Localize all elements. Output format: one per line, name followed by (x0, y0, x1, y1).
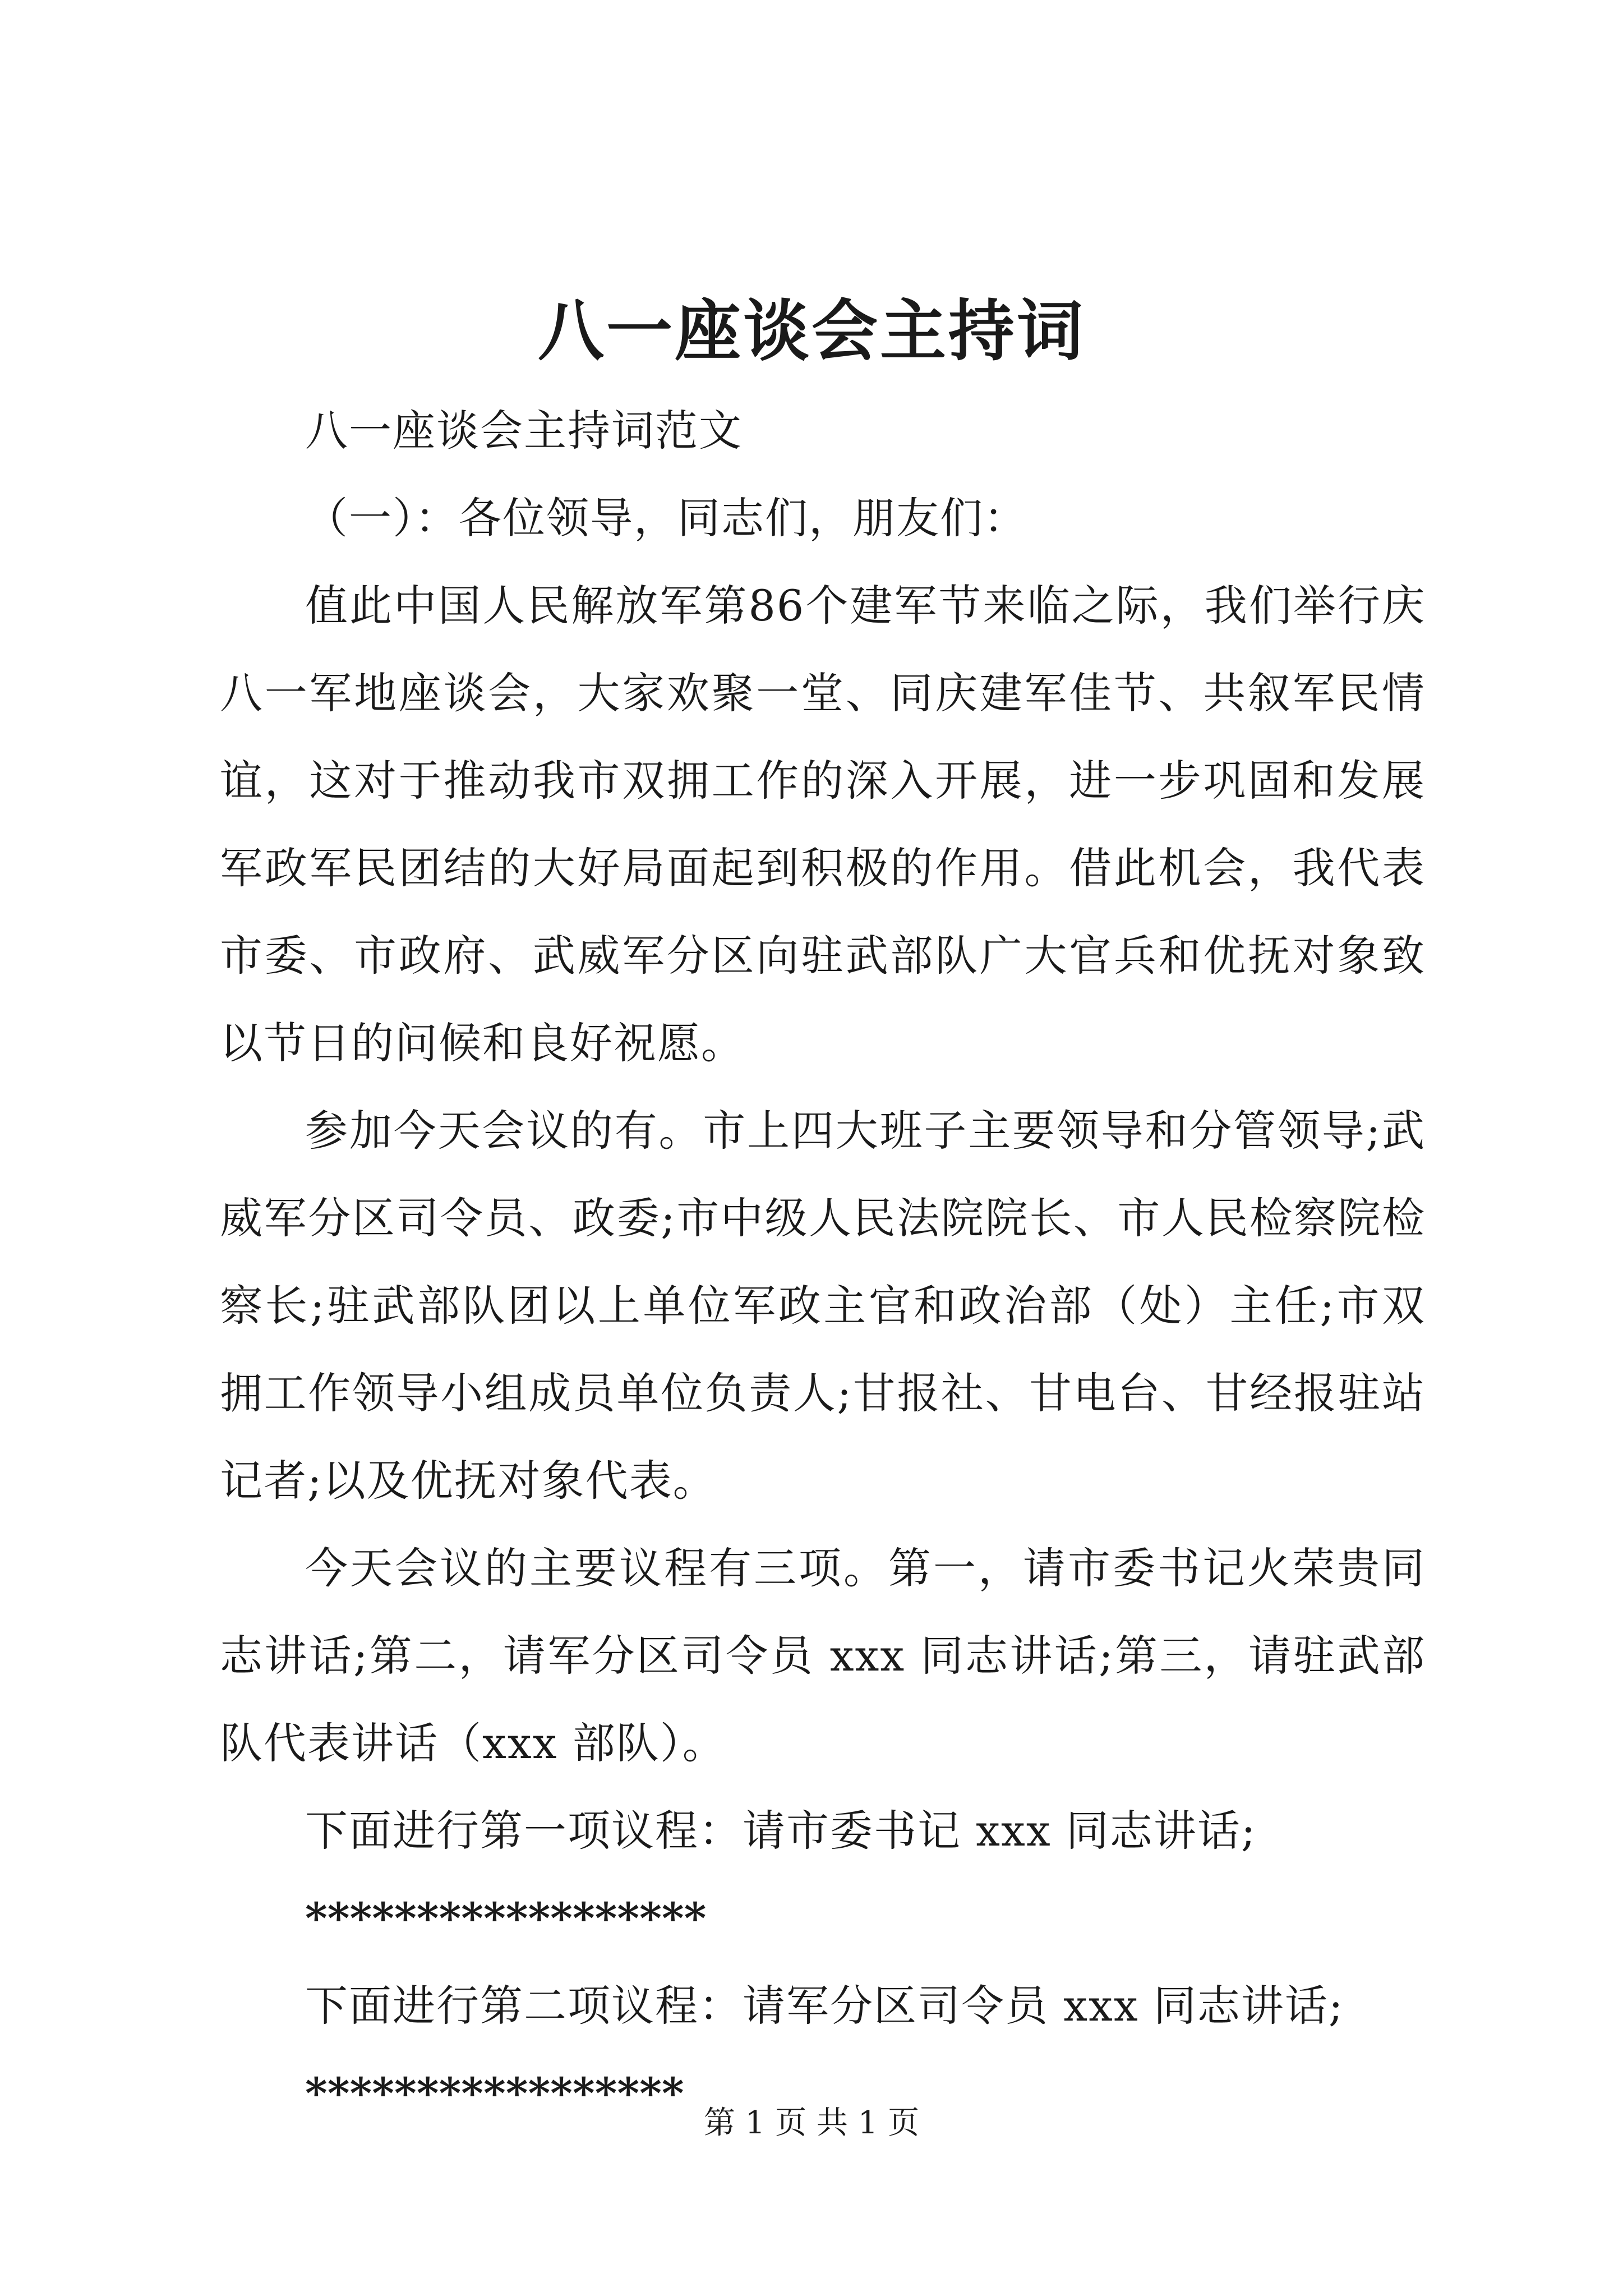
page-footer: 第 1 页 共 1 页 (703, 2105, 920, 2141)
body-paragraph: 下面进行第一项议程：请市委书记 xxx 同志讲话; (305, 1806, 1257, 1856)
document-body (220, 387, 1426, 2137)
separator-stars: ***************** (305, 2068, 684, 2118)
document-title: 八一座谈会主持词 (537, 292, 1085, 370)
separator-stars: ****************** (305, 1893, 707, 1943)
body-paragraph: 下面进行第二项议程：请军分区司令员 xxx 同志讲话; (305, 1981, 1344, 2031)
subtitle-paragraph: 八一座谈会主持词范文 (305, 406, 743, 455)
body-paragraph: 值此中国人民解放军第86个建军节来临之际，我们举行庆八一军地座谈会，大家欢聚一堂、同庆建军佳节、共叙军民情谊，这对于推动我市双拥工作的深入开展，进一步巩固和发展军政军民团结的大好局面起到积极的作用。借此机会，我代表市委、市政府、武威军分区向驻武部队广大官兵和优抚对象致以节日的问候和良好祝愿。 (220, 581, 1426, 1068)
body-paragraph: 今天会议的主要议程有三项。第一，请市委书记火荣贵同志讲话;第二，请军分区司令员 xxx 同志讲话;第三，请驻武部队代表讲话（xxx 部队）。 (220, 1543, 1426, 1768)
greeting-paragraph: （一）：各位领导，同志们，朋友们： (305, 493, 1027, 543)
body-paragraph: 参加今天会议的有。市上四大班子主要领导和分管领导;武威军分区司令员、政委;市中级人民法院院长、市人民检察院检察长;驻武部队团以上单位军政主官和政治部（处）主任;市双拥工作领导小组成员单位负责人;甘报社、甘电台、甘经报驻站记者;以及优抚对象代表。 (220, 1106, 1426, 1506)
